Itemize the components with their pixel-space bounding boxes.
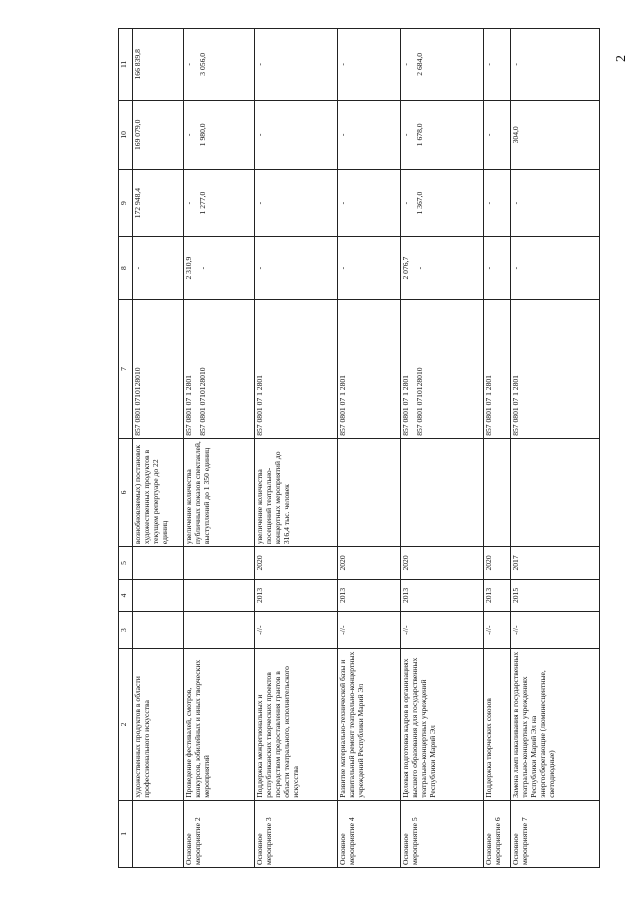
amount-value: - xyxy=(511,201,520,205)
executor-cell: -//- xyxy=(511,612,600,649)
activity-description: Замена ламп накаливания в государственных театрально-концертных учреждениях Республики Марий Эл на энергосберегающие (люминесцентные, светодиодные) xyxy=(511,649,600,801)
amount-cell xyxy=(255,29,338,101)
budget-code-cell xyxy=(338,300,401,439)
amount-cell xyxy=(401,169,484,236)
amount-cell xyxy=(184,100,255,169)
amount-cell xyxy=(511,29,600,101)
header-row xyxy=(119,29,133,868)
budget-code-cell xyxy=(511,300,600,439)
activity-description: Проведение фестивалей, смотров, конкурсов, юбилейных и иных творческих мероприятий xyxy=(184,649,255,801)
end-year: 2020 xyxy=(255,547,338,580)
start-year xyxy=(133,579,184,612)
executor-cell: -//- xyxy=(338,612,401,649)
amount-cell xyxy=(511,237,600,300)
amount-value: - xyxy=(184,63,193,66)
table-row xyxy=(133,29,184,868)
executor-cell: -//- xyxy=(401,612,484,649)
amount-cell xyxy=(255,169,338,236)
amount-cell xyxy=(133,169,184,236)
start-year: 2013 xyxy=(484,579,511,612)
amount-value: - xyxy=(484,133,493,137)
header-cell: 11 xyxy=(119,29,133,101)
amount-value: - xyxy=(511,266,520,270)
amount-cell xyxy=(484,100,511,169)
activity-description: художественных продуктов в области профессионального искусства xyxy=(133,649,184,801)
amount-cell xyxy=(184,29,255,101)
budget-code: 857 0801 0710128010 xyxy=(133,367,142,436)
amount-value: - xyxy=(255,63,264,66)
table-row xyxy=(255,29,338,868)
amount-value: 1 980,0 xyxy=(197,123,207,147)
amount-value: - xyxy=(401,63,410,66)
expected-result: вознобновляемых) постановок художественных продуктов в текущем репертуаре до 22 единиц xyxy=(133,438,184,546)
amount-cell xyxy=(511,100,600,169)
amount-value: 1 678,0 xyxy=(414,123,424,147)
expected-result xyxy=(401,438,484,546)
header-cell: 10 xyxy=(119,100,133,169)
page-number: 2 xyxy=(614,55,629,62)
amount-cell xyxy=(401,100,484,169)
rotated-table-wrapper xyxy=(118,28,638,868)
amount-value: 1 367,0 xyxy=(414,191,424,215)
amount-cell xyxy=(401,237,484,300)
activity-name: Основное мероприятие 7 xyxy=(511,800,600,867)
amount-cell xyxy=(511,169,600,236)
amount-value: - xyxy=(484,201,493,205)
activity-description: Поддержка межрегиональных и республиканских творческих проектов посредством предоставления грантов в области театрального, исполнительского искусства xyxy=(255,649,338,801)
amount-value: - xyxy=(184,201,193,205)
header-cell: 6 xyxy=(119,438,133,546)
amount-cell xyxy=(338,237,401,300)
amount-value: 166 839,8 xyxy=(133,49,142,80)
amount-cell xyxy=(184,169,255,236)
activity-description: Развитие материально-технической базы и капитальный ремонт театрально-концертных учреждений Республики Марий Эл xyxy=(338,649,401,801)
start-year: 2013 xyxy=(255,579,338,612)
activity-description: Поддержка творческих союзов xyxy=(484,649,511,801)
end-year: 2020 xyxy=(401,547,484,580)
amount-cell xyxy=(133,237,184,300)
amount-cell xyxy=(184,237,255,300)
header-cell: 5 xyxy=(119,547,133,580)
amount-value: 2 310,9 xyxy=(184,256,193,280)
expected-result: увеличение количества публичных показов спектаклей, выступлений до 1 350 единиц xyxy=(184,438,255,546)
budget-code: 857 0801 07 1 2801 xyxy=(401,375,410,436)
amount-value: - xyxy=(401,201,410,205)
amount-cell xyxy=(255,237,338,300)
end-year xyxy=(184,547,255,580)
table-row xyxy=(401,29,484,868)
budget-code: 857 0801 07 1 2801 xyxy=(511,375,520,436)
table-row xyxy=(184,29,255,868)
budget-code: 857 0801 07 1 2801 xyxy=(184,375,193,436)
budget-code: 857 0801 07 1 2801 xyxy=(255,375,264,436)
amount-value: - xyxy=(255,201,264,205)
amount-value: 304,0 xyxy=(511,126,520,144)
amount-value: - xyxy=(133,266,142,270)
header-cell: 3 xyxy=(119,612,133,649)
amount-cell xyxy=(338,29,401,101)
executor-cell: -//- xyxy=(484,612,511,649)
budget-code: 857 0801 07 1 2801 xyxy=(484,375,493,436)
activity-name: Основное мероприятие 6 xyxy=(484,800,511,867)
amount-value: 169 079,0 xyxy=(133,119,142,150)
amount-value: - xyxy=(414,266,424,270)
expected-result xyxy=(338,438,401,546)
table-row xyxy=(338,29,401,868)
start-year xyxy=(184,579,255,612)
amount-cell xyxy=(338,169,401,236)
amount-value: - xyxy=(255,266,264,270)
amount-value: - xyxy=(484,266,493,270)
amount-value: - xyxy=(338,201,347,205)
amount-value: 3 056,0 xyxy=(197,52,207,76)
expected-result: увеличение количества посещений театрально-концертных мероприятий до 316,4 тыс. человек xyxy=(255,438,338,546)
amount-value: 2 076,7 xyxy=(401,256,410,280)
expected-result xyxy=(484,438,511,546)
budget-code-cell xyxy=(255,300,338,439)
end-year: 2017 xyxy=(511,547,600,580)
activity-name: Основное мероприятие 2 xyxy=(184,800,255,867)
executor-cell xyxy=(184,612,255,649)
budget-code-cell xyxy=(184,300,255,439)
amount-cell xyxy=(133,100,184,169)
amount-value: 172 948,4 xyxy=(133,187,142,219)
table-row xyxy=(484,29,511,868)
end-year: 2020 xyxy=(338,547,401,580)
amount-cell xyxy=(484,237,511,300)
header-cell: 7 xyxy=(119,300,133,439)
start-year: 2013 xyxy=(338,579,401,612)
budget-code-cell xyxy=(401,300,484,439)
header-cell: 8 xyxy=(119,237,133,300)
end-year xyxy=(133,547,184,580)
header-cell: 4 xyxy=(119,579,133,612)
activity-name: Основное мероприятие 5 xyxy=(401,800,484,867)
budget-code: 857 0801 07 1 2801 xyxy=(338,375,347,436)
end-year: 2020 xyxy=(484,547,511,580)
expected-result xyxy=(511,438,600,546)
start-year: 2013 xyxy=(401,579,484,612)
amount-cell xyxy=(338,100,401,169)
amount-cell xyxy=(484,169,511,236)
amount-value: - xyxy=(511,63,520,66)
program-activities-table xyxy=(118,28,600,868)
amount-value: - xyxy=(338,266,347,270)
amount-cell xyxy=(484,29,511,101)
amount-value: - xyxy=(255,133,264,137)
budget-code: 857 0801 0710128010 xyxy=(414,367,424,436)
header-cell: 9 xyxy=(119,169,133,236)
header-cell: 2 xyxy=(119,649,133,801)
budget-code-cell xyxy=(484,300,511,439)
activity-description: Целевая подготовка кадров в организациях высшего образования для государственных театрально-концертных учреждений Республики Марий Эл xyxy=(401,649,484,801)
executor-cell: -//- xyxy=(255,612,338,649)
activity-name xyxy=(133,800,184,867)
start-year: 2015 xyxy=(511,579,600,612)
amount-value: - xyxy=(338,63,347,66)
amount-value: 2 684,0 xyxy=(414,52,424,76)
amount-value: - xyxy=(338,133,347,137)
amount-value: - xyxy=(197,266,207,270)
activity-name: Основное мероприятие 3 xyxy=(255,800,338,867)
header-cell: 1 xyxy=(119,800,133,867)
budget-code-cell xyxy=(133,300,184,439)
executor-cell xyxy=(133,612,184,649)
activity-name: Основное мероприятие 4 xyxy=(338,800,401,867)
amount-cell xyxy=(401,29,484,101)
table-row xyxy=(511,29,600,868)
budget-code: 857 0801 0710128010 xyxy=(197,367,207,436)
amount-cell xyxy=(255,100,338,169)
amount-cell xyxy=(133,29,184,101)
amount-value: - xyxy=(184,133,193,137)
amount-value: - xyxy=(401,133,410,137)
amount-value: 1 277,0 xyxy=(197,191,207,215)
amount-value: - xyxy=(484,63,493,66)
